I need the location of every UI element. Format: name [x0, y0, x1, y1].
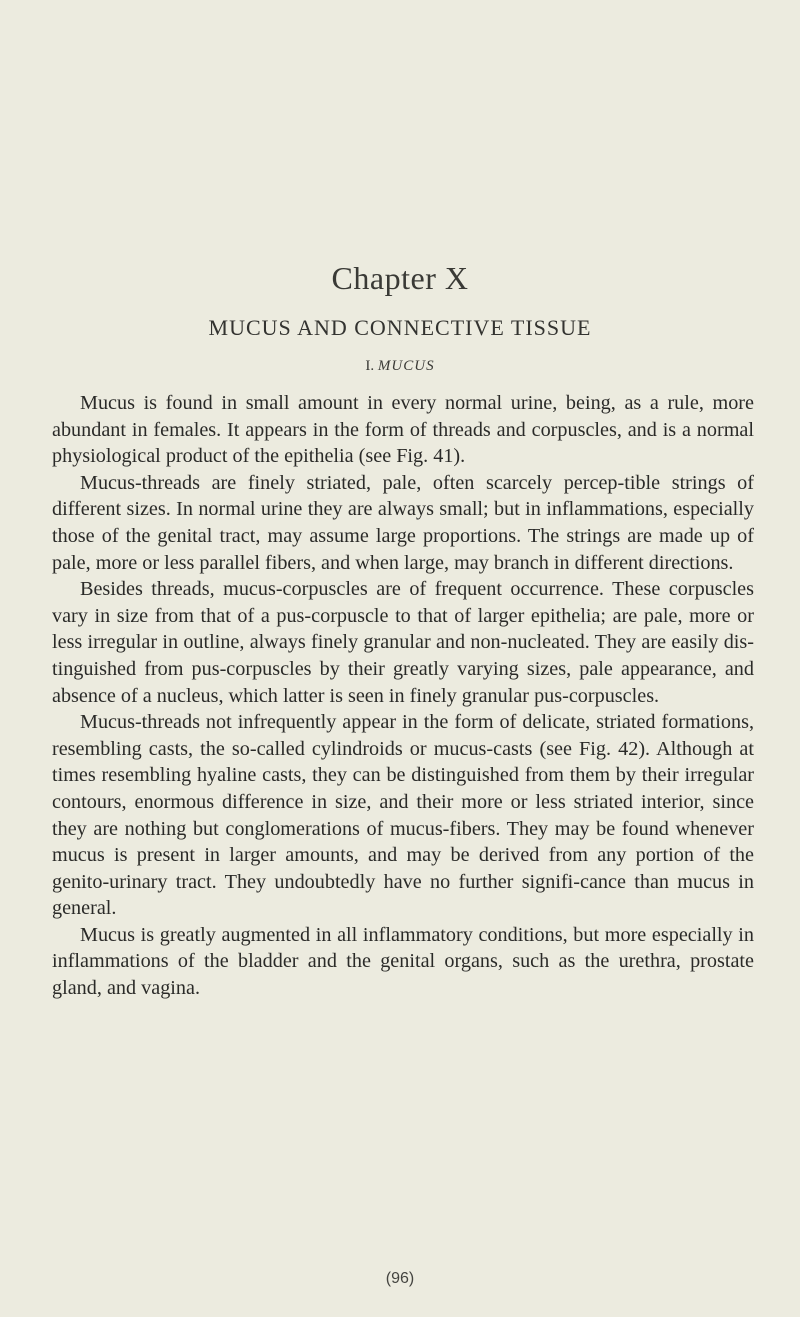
section-heading [0, 358, 800, 375]
paragraph: Mucus is greatly augmented in all inflammatory conditions, but more especially in inflammations of the bladder and the genital organs, such as the urethra, prostate gland, and vagina. [52, 923, 754, 1000]
chapter-heading: Chapter X [331, 260, 469, 296]
section-name: MUCUS [377, 358, 435, 374]
body-text [52, 390, 754, 1002]
chapter-title: MUCUS AND CONNECTIVE TISSUE [208, 315, 592, 340]
page-number: (96) [385, 1270, 415, 1287]
paragraph: Besides threads, mucus-corpuscles are of frequent occurrence. These corpuscles vary in size from that of a pus-corpuscle to that of larger epithelia; are pale, more or less irregular in outline, always finely granular and non-nucleated. They are easily dis-tinguished from pus-corpuscles by their greatly varying sizes, pale appearance, and absence of a nucleus, which latter is seen in finely granular pus-corpuscles. [52, 578, 754, 707]
paragraph: Mucus-threads are finely striated, pale, often scarcely percep-tible strings of different sizes. In normal urine they are always small; but in inflammations, especially those of the genital tract, may assume large proportions. The strings are made up of pale, more or less parallel fibers, and when large, may branch in different directions. [52, 471, 754, 574]
paragraph: Mucus is found in small amount in every normal urine, being, as a rule, more abundant in females. It appears in the form of threads and corpuscles, and is a normal physiological product of the epithelia (see Fig. 41). [52, 392, 754, 468]
section-number: I. [365, 358, 375, 374]
paragraph: Mucus-threads not infrequently appear in the form of delicate, striated formations, resembling casts, the so-called cylindroids or mucus-casts (see Fig. 42). Although at times resembling hyaline casts, they can be distinguished from them by their irregular contours, enormous difference in size, and their more or less striated interior, since they are nothing but conglomerations of mucus-fibers. They may be found whenever mucus is present in larger amounts, and may be derived from any portion of the genito-urinary tract. They undoubtedly have no further signifi-cance than mucus in general. [52, 711, 754, 920]
